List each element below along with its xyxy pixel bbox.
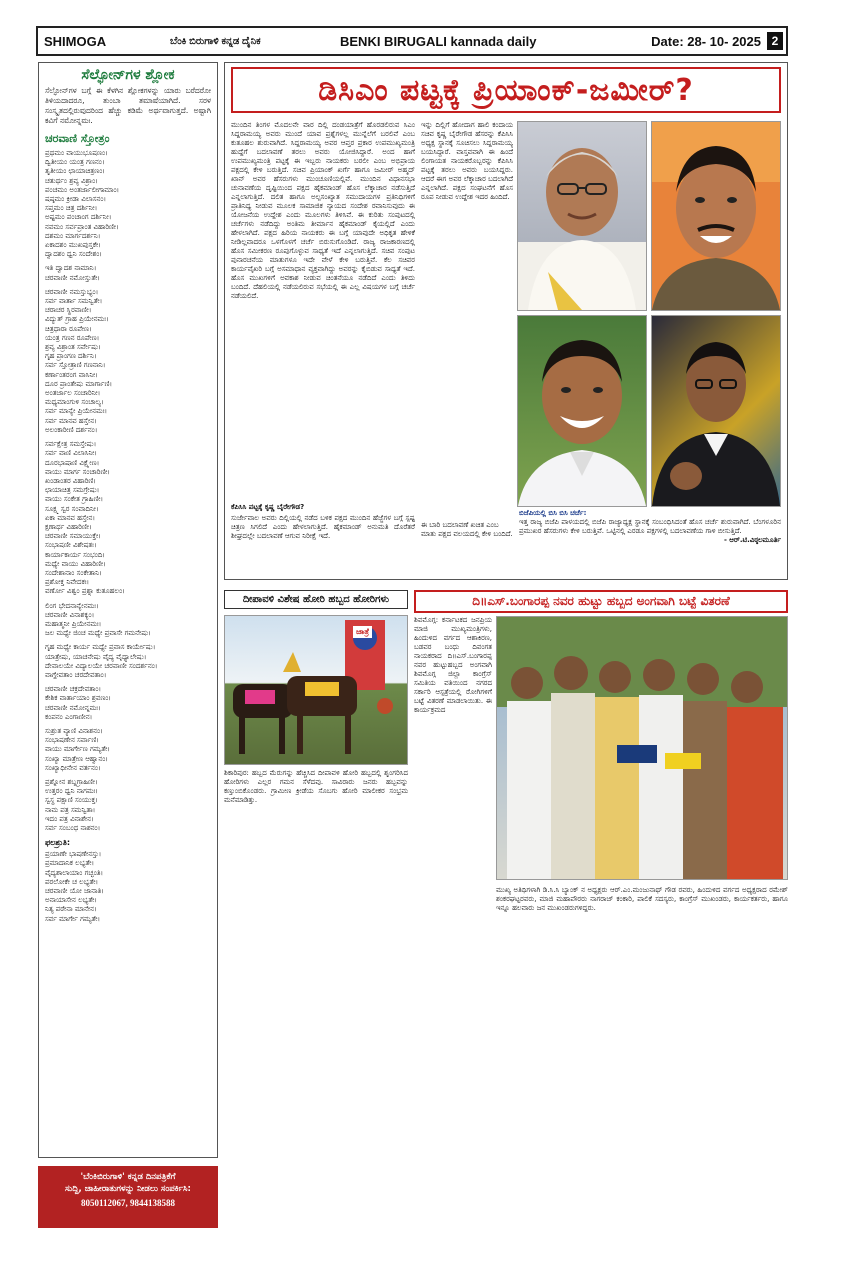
verse-line: ಚರವಾಣೀ ನಮಸ್ತುಭ್ಯಂ। <box>45 287 99 296</box>
verse-line: ವರ್ಣೋ ವಿಶ್ವಂ ಪ್ರಶ್ನಾ ಕುತೂಹಲಂ। <box>45 587 125 596</box>
verse-line: ನವಮಂ ಸರ್ವಪ್ರಾಂತ ವಿಹಾರಿಣೀ। <box>45 222 119 231</box>
verse-line: ಉತ್ತರಂ ಧ್ವನಿ ನಾಗಮಃ। <box>45 787 98 796</box>
verse-line: ಸಂದೇಶಾನಾಂ ಸಂಕೇತಾನಿ। <box>45 568 102 577</box>
result-line: ಪ್ರಯಾಣೇ ಭಾಷಣೇನಸ್ತು। <box>45 850 102 859</box>
verse-line: ಚರವಾಣೀ ನಮೋನ್ನಮಃ। <box>45 703 101 712</box>
verse-line: ಮಧ್ಯೇ ವಾಯು ವಿಹಾರಿಣೀ। <box>45 559 106 568</box>
verse-line: ಕ್ಷಣಾರ್ಥ ವಿಹಾರಿಣೀ। <box>45 522 92 531</box>
verse-line: ಸ್ವಸ್ಥ ಪಕ್ಷಾಣಿ ಸಂಯುಕ್ತ। <box>45 796 98 805</box>
verse-line: ಮಹಾತ್ಮನೀ ಪ್ರಿಯೇನಮಃ। <box>45 619 102 628</box>
contact-ad-box <box>38 1166 218 1228</box>
verse-line: ಸುಶ್ರುತ ವ್ಯಾಣಿ ವಿನಾಶನಂ। <box>45 726 103 735</box>
poem-section-title: ಚರವಾಣಿ ಸ್ತೋತ್ರಂ <box>45 132 110 145</box>
verse-line: ಏಕಾದಶಂ ಮುಖಪುಸ್ತಕೇ। <box>45 241 101 250</box>
result-line: ಅನಾಯಾಸೇನ ಲಭ್ಯತೇ। <box>45 896 98 905</box>
hori-habba-headline: ದೀಪಾವಳಿ ವಿಶೇಷ ಹೋರಿ ಹಬ್ಬದ ಹೋರಿಗಳು <box>224 590 408 609</box>
verse-line: ದೂರ ಪ್ರಾಂತೇಷು ಮಾರ್ಗಾಣಿ। <box>45 379 113 388</box>
hori-habba-photo <box>224 615 408 765</box>
verse-line: ಯಂತ್ರ ಗಣನ ರೂಪೇಣ। <box>45 333 100 342</box>
verse-line: ಚಿತ್ರಧಾರಾ ರೂಪೇಣ। <box>45 324 92 333</box>
result-line: ಪ್ರಮಾದಾನಿಕ ಲಭ್ಯತೇ। <box>45 859 95 868</box>
verse-line: ವಾಯು ಮಾರ್ಗೇಣ ಗಮ್ಯತೇ। <box>45 745 111 754</box>
verse-line: ಸಂಖ್ಯಾ ಮಾತ್ರೇಣ ಆಹ್ವಾನಂ। <box>45 754 109 763</box>
main-story-col5-text: ಇತ್ತ ರಾಜ್ಯ ಬಿಜೆಪಿ ಪಾಳಯದಲ್ಲಿ ಬಿಜೆಪಿ ರಾಜ್ಯಾಧ್ಯಕ್ಷ ಸ್ಥಾನಕ್ಕೆ ಸಂಬಂಧಿಸಿದಂತೆ ಹೊಸ ಚರ್ಚೆ ಶುರುವಾಗಿದೆ. ಬೆಂಗಳೂರಿನ ಪ್ರಮುಖರ ಹೆಸರುಗಳು ಕೇಳಿ ಬರುತ್ತಿವೆ. ಒಟ್ಟಿನಲ್ಲಿ ಎರಡೂ ಪಕ್ಷಗಳಲ್ಲಿ ಬದಲಾವಣೆಯ ಗಾಳಿ ಬೀಸುತ್ತಿದೆ. <box>519 518 781 535</box>
main-story-col3 <box>231 503 415 579</box>
verse-line: ಕೇಶಿಕ ವಾರ್ತಾಯಾಂ ಶ್ರವಣಂ। <box>45 694 112 703</box>
verse-line: ದಶಮಂ ಮಾರ್ಗದರ್ಶನಿ। <box>45 231 101 240</box>
masthead-kannada-name: ಬೆಂಕಿ ಬಿರುಗಾಳಿ ಕನ್ನಡ ದೈನಿಕ <box>170 35 261 47</box>
portrait-2-icon <box>652 122 780 310</box>
hori-habba-caption: ಶಿಕಾರಿಪುರ: ಹಬ್ಬದ ಮೆರುಗನ್ನು ಹೆಚ್ಚಿಸಿದ ದೀಪಾವಳಿ ಹೋರಿ ಹಬ್ಬದಲ್ಲಿ ಶೃಂಗರಿಸಿದ ಹೋರಿಗಳು ಎಲ್ಲರ ಗಮನ ಸೆಳೆದವು. ಸಾವಿರಾರು ಜನರು ಹಬ್ಬವನ್ನು ಕಣ್ತುಂಬಿಕೊಂಡರು. ಗ್ರಾಮೀಣ ಕ್ರೀಡೆಯ ಸೊಬಗು ಹೋರಿ ಮಾಲೀಕರ ಸಂಭ್ರಮ ಮನೆಮಾಡಿತ್ತು. <box>224 769 408 804</box>
masthead <box>36 26 788 56</box>
hori-habba-story <box>224 590 408 1258</box>
ad-phones: 8050112067, 9844138588 <box>80 1198 175 1208</box>
verse-line: ದೂರಭಾಷಾಣಿ ವಿಕ್ಷ್ಯೇಣ। <box>45 458 100 467</box>
verse-line: ಸಂಖ್ಯಾಧೀನೇನ ವರ್ತನಂ। <box>45 763 101 772</box>
main-story-col1: ಮುಂದಿನ ತಿಂಗಳ ಮೊದಲನೇ ವಾರ ದಿಲ್ಲಿ ದಂಡಯಾತ್ರೆಗೆ ಹೊರಡಲಿರುವ ಸಿಎಂ ಸಿದ್ದರಾಮಯ್ಯ ಅವರು ಮುಂದೆ ಯಾವ ಪ್ರಶ್ನೆಗಳಲ್ಲ ಮುನ್ನೆಲೆಗೆ ಬರಲಿವೆ ಎಂಬ ಕುತೂಹಲ ಶುರುವಾಗಿದೆ. ಸಿದ್ದರಾಮಯ್ಯ ಅವರ ಆಪ್ತರ ಪ್ರಕಾರ ಉಪಮುಖ್ಯಮಂತ್ರಿ ಹುದ್ದೆಗೆ ಬದಲಾವಣೆ ತರಲು ಅವರು ಯೋಜಿಸಿದ್ದಾರೆ. ಅಂದ ಹಾಗೆ ಉಪಮುಖ್ಯಮಂತ್ರಿ ಪಟ್ಟಕ್ಕೆ ಈ ಇಬ್ಬರು ನಾಯಕರು ಬರಲೀ ಎಂಬ ಅಭಿಪ್ರಾಯ ಪಕ್ಷದಲ್ಲಿ ಕೇಳಿ ಬರುತ್ತಿದೆ. ಸಚಿವ ಪ್ರಿಯಾಂಕ್ ಖರ್ಗೆ ಹಾಗೂ ಜಮೀರ್ ಅಹ್ಮದ್ ಖಾನ್ ಅವರ ಹೆಸರುಗಳು ಮುಂಚೂಣಿಯಲ್ಲಿವೆ. ಮುಂದಿನ ವಿಧಾನಸಭಾ ಚುನಾವಣೆಯ ದೃಷ್ಟಿಯಿಂದ ಪಕ್ಷದ ಹೈಕಮಾಂಡ್ ಹೊಸ ಲೆಕ್ಕಾಚಾರ ನಡೆಸುತ್ತಿದೆ ಎನ್ನಲಾಗುತ್ತಿದೆ. ದಲಿತ ಹಾಗೂ ಅಲ್ಪಸಂಖ್ಯಾತ ಸಮುದಾಯಗಳ ಪ್ರತಿನಿಧಿಗಳಿಗೆ ಪ್ರಾತಿನಿಧ್ಯ ನೀಡುವ ಮೂಲಕ ಸಾಮಾಜಿಕ ನ್ಯಾಯದ ಸಂದೇಶ ರವಾನಿಸುವುದು ಈ ಯೋಜನೆಯ ಉದ್ದೇಶ ಎಂದು ಮೂಲಗಳು ತಿಳಿಸಿವೆ. ಈ ಕುರಿತು ಸಂಪುಟದಲ್ಲಿ ಚರ್ಚೆಗಳು ನಡೆದಿದ್ದು ಅಂತಿಮ ತೀರ್ಮಾನ ಹೈಕಮಾಂಡ್ ಕೈಯಲ್ಲಿದೆ ಎಂದು ಹೇಳಲಾಗಿದೆ. ಪಕ್ಷದ ಹಿರಿಯ ನಾಯಕರು ಈ ಬಗ್ಗೆ ಯಾವುದೇ ಅಧಿಕೃತ ಹೇಳಿಕೆ ನೀಡಿಲ್ಲವಾದರೂ ಒಳಗೊಳಗೆ ಚರ್ಚೆ ಬಿರುಸುಗೊಂಡಿದೆ. ರಾಜ್ಯ ರಾಜಕಾರಣದಲ್ಲಿ ಹೊಸ ಸಮೀಕರಣ ರೂಪುಗೊಳ್ಳುವ ಸಾಧ್ಯತೆ ಇದೆ ಎನ್ನಲಾಗುತ್ತಿದೆ. ಸಚಿವ ಸಂಪುಟ ಪುನಾರಚನೆಯ ಮಾತುಗಳೂ ಇದೇ ವೇಳೆ ಕೇಳಿ ಬರುತ್ತಿವೆ. ಕೆಲ ಸಚಿವರ ಕಾರ್ಯವೈಖರಿ ಬಗ್ಗೆ ಅಸಮಾಧಾನ ವ್ಯಕ್ತವಾಗಿದ್ದು ಅವರನ್ನು ಕೈಬಿಡುವ ಸಾಧ್ಯತೆ ಇದೆ. ಹೊಸ ಮುಖಗಳಿಗೆ ಅವಕಾಶ ನೀಡುವ ಚಿಂತನೆಯೂ ನಡೆದಿದೆ ಎಂದು ತಿಳಿದು ಬಂದಿದೆ. ದೆಹಲಿಯಲ್ಲಿ ನಡೆಯಲಿರುವ ಸಭೆಯಲ್ಲಿ ಈ ಎಲ್ಲ ವಿಷಯಗಳ ಬಗ್ಗೆ ಚರ್ಚೆ ನಡೆಯಲಿದೆ. <box>231 121 415 300</box>
verse-line: ಸೂಕ್ಷ್ಮ ಸ್ವರ ಸಂವಾದಿನೀ। <box>45 504 99 513</box>
main-story-col4: ಈ ಬಾರಿ ಬದಲಾವಣೆ ಖಚಿತ ಎಂಬ ಮಾತು ಪಕ್ಷದ ವಲಯದಲ್ಲಿ ಕೇಳಿ ಬಂದಿದೆ. <box>421 521 513 538</box>
bangarappa-photo <box>496 616 788 880</box>
result-title: ಫಲಶ್ರುತಿ: <box>45 838 71 848</box>
verse-line: ಷಷ್ಠಮಂ ಕ್ರೀಡಾ ವಿಲಾಸನಂ। <box>45 195 107 204</box>
byline: - ಆರ್.ಟಿ.ವಿಠ್ಠಲಮೂರ್ತಿ <box>723 536 781 544</box>
verse-line: ಶ್ರವ್ಯ ವಿಶ್ರಾಂತ ಸರ್ವೇಷು। <box>45 343 101 352</box>
verse-line: ವಾಯು ಸಂಕೇತ ಗ್ರಾಹಿಣೀ। <box>45 495 104 504</box>
verse-line: ಜಲ ಮಧ್ಯೇ ಜಿಂಚ ಮಧ್ಯೇ ಪ್ರವಾಸೇ ಗಮನೇಷು। <box>45 629 151 638</box>
result-line: ಸರ್ವ ಮಾರ್ಗೇ ಗಮ್ಯತೇ। <box>45 914 101 923</box>
verse-list <box>45 149 211 833</box>
verse-line: ಸರ್ವ ವಾರ್ತಾ ಸಮನ್ವಿತೇ। <box>45 297 103 306</box>
verse-line: ದೇವಾಲಯೇ ವಿದ್ಯಾಲಯೇ ಚರವಾಣೀ ಸಂದರ್ಶನಂ। <box>45 661 158 670</box>
verse-line: ಛಾಯಾಚಿತ್ರ ಸಮಗ್ರೇಷು। <box>45 486 100 495</box>
event-crowd-icon <box>497 617 788 880</box>
newspaper-page <box>36 26 788 1258</box>
verse-line: ವಿದ್ಯುತ್ ಗ್ರಾಹ ಪ್ರಿಯೇನಮಃ। <box>45 315 109 324</box>
verse-line: ಚರವಾಣೀ ಚಕ್ರದೇವತಾಂ। <box>45 685 102 694</box>
result-list <box>45 850 211 924</box>
verse-line: ಅಂತರ್ಜಾಲ ಸಂಚಾರಿನೀ। <box>45 389 101 398</box>
main-story-col5 <box>519 509 781 579</box>
photo-zameer <box>651 121 781 311</box>
verse-line: ಸಪ್ತಮಂ ಚಿತ್ರ ದರ್ಶಿನೀ। <box>45 204 98 213</box>
bangarappa-headline: ದಿ॥ಎಸ್.ಬಂಗಾರಪ್ಪ ನವರ ಹುಟ್ಟು ಹಬ್ಬದ ಅಂಗವಾಗಿ ಬಟ್ಟೆ ವಿತರಣೆ <box>414 590 788 613</box>
result-line: ಚರವಾಣೀ ಯೋ ಜಾನಾತಿ। <box>45 887 104 896</box>
masthead-date: Date: 28- 10- 2025 <box>651 33 761 49</box>
masthead-english-name: BENKI BIRUGALI kannada daily <box>340 33 537 49</box>
poem-title: ಸೆಲ್ಫೋನ್‌ಗಳ ಶ್ಲೋಕ <box>81 67 175 83</box>
bull-festival-icon <box>225 616 408 765</box>
hori-habba-badge: ಜಾತ್ರೆ <box>353 626 372 638</box>
photo-krishna-byregowda <box>517 315 647 507</box>
verse-line: ಸರ್ವ ವಾಣಿ ವಿಲಾಸಿನೀ। <box>45 449 98 458</box>
ad-line-1: 'ಬೆಂಕಿಬಿರುಗಾಳಿ' ಕನ್ನಡ ದಿನಪತ್ರಿಕೆಗೆ <box>80 1172 176 1182</box>
photo-caption: ಕೆಪಿಸಿಸಿ ಪಟ್ಟಕ್ಕೆ ಕೃಷ್ಣ ಬೈರೇಗೌಡ? <box>231 503 305 511</box>
verse-line: ಮಧ್ಯಮಾಂಗುಳಿ ಸಂಚಾಲ್ಯ। <box>45 398 104 407</box>
main-story-col3-text: ಸುರ್ಜೇವಾಲ ಅವರು ದಿಲ್ಲಿಯಲ್ಲಿ ನಡೆದ ಬಳಿಕ ಪಕ್ಷದ ಮುಂದಿನ ಹೆಜ್ಜೆಗಳ ಬಗ್ಗೆ ಸ್ಪಷ್ಟ ಚಿತ್ರಣ ಸಿಗಲಿದೆ ಎಂದು ಹೇಳಲಾಗುತ್ತಿದೆ. ಹೈಕಮಾಂಡ್ ಅನುಮತಿ ದೊರೆತರೆ ಶೀಘ್ರದಲ್ಲೇ ಬದಲಾವಣೆ ಆಗುವ ನಿರೀಕ್ಷೆ ಇದೆ. <box>231 514 415 540</box>
verse-line: ದ್ವಿತೀಯಂ ಯಂತ್ರ ಗಣನಂ। <box>45 158 105 167</box>
verse-line: ಕಂಪನಂ ಎಂಗಾಣೀನ। <box>45 712 93 721</box>
bjp-subhead: ಬಿಜೆಪಿಯಲ್ಲಿ ಬಿಸಿ ಬಿಸಿ ಚರ್ಚೆ: <box>519 509 587 517</box>
main-story <box>224 62 788 580</box>
verse-line: ಸರ್ವ ಸ್ತೋತ್ರಾಣಿ ಗಣನಾನಿ। <box>45 361 106 370</box>
result-line: ವೈದ್ಯಶಾಲಾಯಾಂ ಗಚ್ಛಂತಿ। <box>45 868 104 877</box>
portrait-3-icon <box>518 316 646 506</box>
result-line: ಪರಲೋಕೇ ಚ ಲಭ್ಯತೇ। <box>45 877 99 886</box>
result-line: ನಿತ್ಯ ಪಠೇನಾ ಮಾನೇನ। <box>45 905 97 914</box>
photo-siddaramaiah <box>517 121 647 311</box>
main-headline: ಡಿಸಿಎಂ ಪಟ್ಟಕ್ಕೆ ಪ್ರಿಯಾಂಕ್-ಜಮೀರ್? <box>231 67 781 113</box>
verse-line: ವಾಯು ಮಾರ್ಗ ಸಂಚಾರಿಣೀ। <box>45 467 111 476</box>
verse-line: ದ್ವಾದಶಂ ಧ್ವನಿ ಸಂದೇಶಂ। <box>45 250 103 259</box>
verse-line: ಸಂಭಾಷಣೇನ ಸರ್ವಾಣಿ। <box>45 736 99 745</box>
verse-line: ವಾಗ್ದೇವತಾಂ ಚರದೇವತಾಂ। <box>45 670 107 679</box>
left-column-poem <box>38 62 218 1158</box>
bangarappa-caption: ಮುಖ್ಯ ಅತಿಥಿಗಳಾಗಿ ಡಿ.ಸಿ.ಸಿ ಬ್ಯಾಂಕ್ ನ ಅಧ್ಯಕ್ಷರು ಆರ್.ಎಂ.ಮಂಜುನಾಥ್ ಗೌಡ ರವರು, ಹಿಂದುಳಿದ ವರ್ಗದ ಅಧ್ಯಕ್ಷರಾದ ರಮೇಶ್ ಶಂಕರಘಟ್ಟರವರು, ಮಾಜಿ ಮಹಾಪೌರರು ನಾಗರಾಜ್ ಕಂಕಾರಿ, ಪಾಲಿಕೆ ಸದಸ್ಯರು, ಕಾಂಗ್ರೆಸ್ ಮುಖಂಡರು, ಕಾರ್ಯಕರ್ತರು, ಹಾಗೂ ಇನ್ನೂ ಹಲವಾರು ಜನ ಮುಖಂಡರುಗಳಿದ್ದರು. <box>496 886 788 912</box>
verse-line: ಸರ್ವ ಮಾನವ ಹಸ್ತೇನ। <box>45 416 97 425</box>
bangarappa-story <box>414 590 788 1258</box>
portrait-1-icon <box>518 122 646 310</box>
verse-line: ಚರವಾಣೀ ವಿನಾಶಕ್ಯಂ। <box>45 610 95 619</box>
verse-line: ಏಕಾ ಮಾನವ ಹಸ್ತೇನ। <box>45 513 96 522</box>
verse-line: ಕರ್ಣಾಂತರಂಗ ವಾಸಿನೀ। <box>45 370 98 379</box>
verse-line: ಸರ್ವಕ್ಷೇತ್ರ ಸಮಸ್ತೇಷು। <box>45 440 97 449</box>
verse-line: ಇತಿ ದ್ವಾದಶ ನಾಮಾನಿ। <box>45 264 97 273</box>
portrait-4-icon <box>652 316 780 506</box>
bangarappa-side-text: ಶಿವಮೊಗ್ಗ: ಕರ್ನಾಟಕದ ಜನಪ್ರಿಯ ಮಾಜಿ ಮುಖ್ಯಮಂತ್ರಿಗಳು, ಹಿಂದುಳಿದ ವರ್ಗದ ಆಶಾಕಿರಣ, ಬಡವರ ಬಂಧು ದಿವಂಗತ ನಾಯಕರಾದ ದಿ॥ಎಸ್.ಬಂಗಾರಪ್ಪ ನವರ ಹುಟ್ಟುಹಬ್ಬದ ಅಂಗವಾಗಿ ಶಿವಮೊಗ್ಗ ಜಿಲ್ಲಾ ಕಾಂಗ್ರೆಸ್ ಸಮಿತಿಯ ವತಿಯಿಂದ ನಗರದ ಸರ್ಕಾರಿ ಆಸ್ಪತ್ರೆಯಲ್ಲಿ ರೋಗಿಗಳಿಗೆ ಬಟ್ಟೆ ವಿತರಣೆ ಮಾಡಲಾಯಿತು. ಈ ಕಾರ್ಯಕ್ರಮದ <box>414 616 492 714</box>
verse-line: ಅಲಂಕಾರೀಣಿ ದರ್ಶನಂ। <box>45 425 98 434</box>
verse-line: ಸರ್ವ ಮಾನ್ಯೇ ಪ್ರಿಯೇನಮಃ। <box>45 407 108 416</box>
verse-line: ತೃತೀಯಂ ಛಾಯಾಚಿತ್ರಣಂ। <box>45 167 105 176</box>
masthead-city: SHIMOGA <box>44 33 107 49</box>
photo-priyank <box>651 315 781 507</box>
verse-line: ಗೃಹ ಮಧ್ಯೇ ಕಾರ್ಯ ಮಧ್ಯೇ ಪ್ರವಾಸ ಕಾರ್ಯೇಷು। <box>45 643 156 652</box>
verse-line: ನಾಮ ಪತ್ರ ಸಮನ್ವಿತಾ। <box>45 805 96 814</box>
verse-line: ಸರ್ವ ಸಂಬಂಧ ನಾಶನಂ। <box>45 824 101 833</box>
verse-line: ಕಾರ್ಯಾಕಾರ್ಯ ಸಂಭಂದಿ। <box>45 550 106 559</box>
photo-grid <box>517 121 779 505</box>
verse-line: ಪಂಚಮಂ ಅಂತರ್ಜಾಲೀಗಾಮಾಂ। <box>45 185 120 194</box>
ad-line-2: ಸುದ್ದಿ, ಜಾಹೀರಾತುಗಳನ್ನು ನೀಡಲು ಸಂಪರ್ಕಿಸಿ: <box>65 1184 191 1194</box>
verse-line: ಪ್ರಥಮಂ ವಾಯುಭೂಷಣಂ। <box>45 149 108 157</box>
main-story-col2: ಇನ್ನು ದಿಲ್ಲಿಗೆ ಹೋದಾಗ ಹಾಲಿ ಕಂದಾಯ ಸಚಿವ ಕೃಷ್ಣ ಬೈರೇಗೌಡ ಹೆಸರನ್ನು ಕೆಪಿಸಿಸಿ ಅಧ್ಯಕ್ಷ ಸ್ಥಾನಕ್ಕೆ ಸೂಚಿಸಲು ಸಿದ್ದರಾಮಯ್ಯ ಬಯಸಿದ್ದಾರೆ. ವಾಸ್ತವವಾಗಿ ಈ ಹಿಂದೆ ಲಿಂಗಾಯತ ನಾಯಕರೊಬ್ಬರನ್ನು ಕೆಪಿಸಿಸಿ ಪಟ್ಟಕ್ಕೆ ತರಲು ಅವರು ಬಯಸಿದ್ದರು. ಆದರೆ ಈಗ ಅವರ ಲೆಕ್ಕಾಚಾರ ಬದಲಾಗಿದೆ ಎನ್ನಲಾಗಿದೆ. ಪಕ್ಷದ ಸಂಘಟನೆಗೆ ಹೊಸ ರೂಪ ನೀಡುವ ಉದ್ದೇಶ ಇದರ ಹಿಂದಿದೆ. <box>421 121 513 201</box>
verse-line: ಯಾತ್ರೇಷು, ಯಾಚನೇಷು ವೈದ್ಯ ವೈಧ್ಯಾಲೇಷು। <box>45 652 147 661</box>
verse-line: ಪ್ರಶ್ನೋನ ಶಬ್ದಗ್ರಾಹಿಣೀ। <box>45 778 98 786</box>
verse-line: ಚರವಾಣೀ ಸಮಾಯುಕ್ತೇ। <box>45 532 101 541</box>
verse-line: ಚರಾಚರ ಸ್ಥಿರವಾಣೀ। <box>45 306 92 315</box>
verse-line: ಚತುರ್ಥಂ ಶ್ರವ್ಯ ವಿಶ್ರಾಂ। <box>45 176 98 185</box>
verse-line: ಇದಂ ಪತ್ರ ವಿನಾಶೇನ। <box>45 814 94 823</box>
verse-line: ಸಂಭಾಷಣೀ ವಿಶೇಷತಃ। <box>45 541 97 550</box>
verse-line: ಅಷ್ಟಮಂ ಪಂಚಾಂಗ ದರ್ಶಿನೀ। <box>45 213 112 222</box>
verse-line: ಚರವಾಣೀ ನಮೋಸ್ತುತೇ। <box>45 273 100 282</box>
verse-line: ಖಂಡಾಂತರ ವಿಹಾರಿಣಿ। <box>45 476 97 485</box>
verse-line: ಲಿಂಗ ಭೇದನಾನ್ಯೇನಮಃ। <box>45 601 99 610</box>
page-number: 2 <box>767 32 783 50</box>
poem-intro: ಸೆಲ್ಫೋನ್‌ಗಳ ಬಗ್ಗೆ ಈ ಕೆಳಗಿನ ಶ್ಲೋಕಗಳನ್ನು ಯಾರು ಬರೆದರೋ ತಿಳಿಯದಾದರೂ, ತುಂಬಾ ತಮಾಷೆಯಾಗಿದೆ. ಸರಳ ಸಂಸ್ಕೃತದಲ್ಲಿರುವುದರಿಂದ ಹೆಚ್ಚು ಕಡಿಮೆ ಅರ್ಥವಾಗುತ್ತದೆ. ಅಷ್ಟಾಗಿ ಕವಿಗೆ ನಮೋನ್ನಮಃ. <box>45 86 211 125</box>
verse-line: ಗೃಹ ಪ್ರಾಂಗಣ ದರ್ಶಿನಿ। <box>45 352 97 361</box>
verse-line: ಪ್ರಶೋಕ್ತ ನಿವೇದಕಃ। <box>45 578 90 587</box>
